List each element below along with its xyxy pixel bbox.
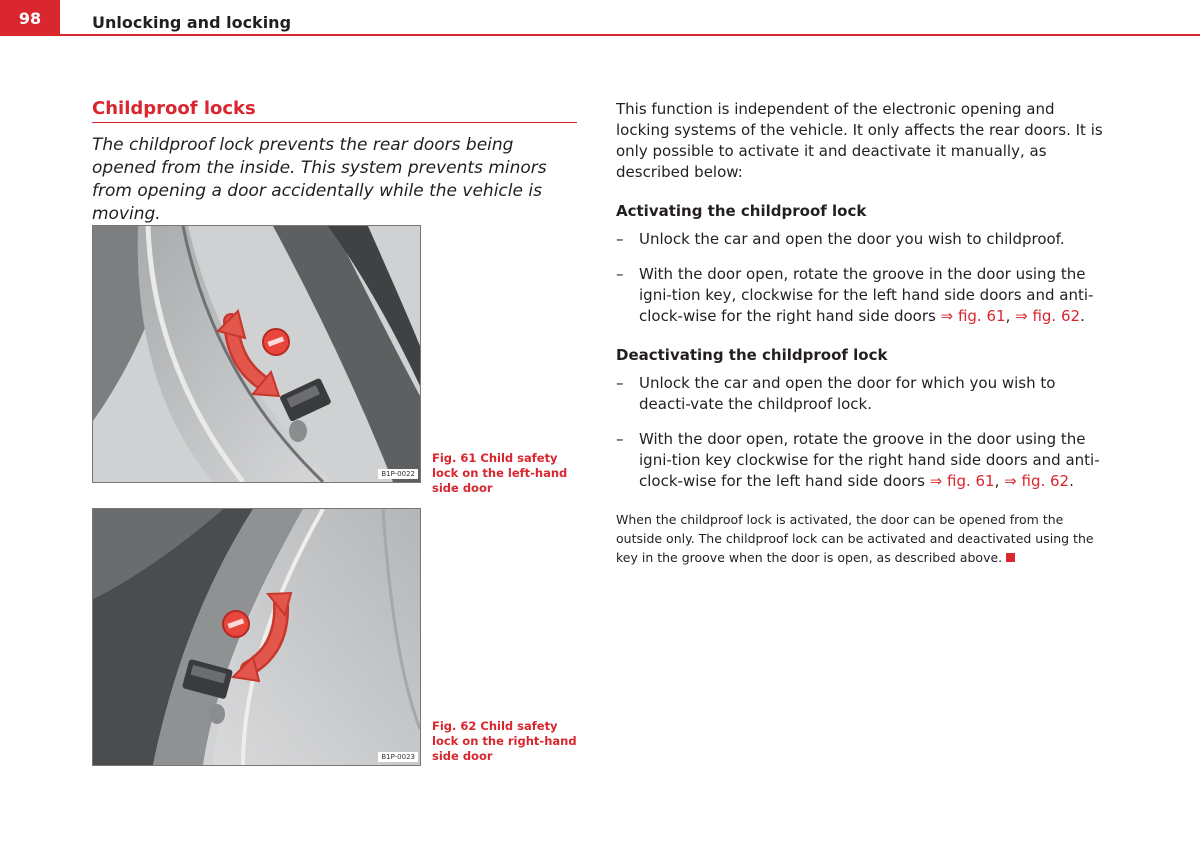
note-text: When the childproof lock is activated, the door can be opened from the outside only. The childproof lock can be activated and deactivated using the key in the groove when the door is open, as described above. bbox=[616, 512, 1094, 565]
figure-code: B1P-0022 bbox=[378, 469, 418, 479]
body-column bbox=[616, 99, 1106, 567]
separator: , bbox=[1005, 307, 1011, 325]
activating-heading: Activating the childproof lock bbox=[616, 202, 867, 220]
deactivating-heading: Deactivating the childproof lock bbox=[616, 346, 888, 364]
page-number: 98 bbox=[0, 0, 60, 36]
step-end: . bbox=[1080, 307, 1085, 325]
step-text: With the door open, rotate the groove in the door using the igni-tion key, clockwise for the left hand side doors and anti-clock-wise for the right hand side doors bbox=[639, 265, 1094, 325]
separator: , bbox=[994, 472, 1000, 490]
figure-61-link[interactable]: ⇒ fig. 61 bbox=[940, 307, 1006, 325]
note-paragraph bbox=[616, 510, 1106, 567]
end-of-section-mark bbox=[1006, 553, 1015, 562]
activating-step-1 bbox=[616, 229, 1106, 250]
chapter-title: Unlocking and locking bbox=[92, 13, 292, 32]
figure-61-link[interactable]: ⇒ fig. 61 bbox=[929, 472, 995, 490]
door-illustration-right bbox=[93, 509, 420, 765]
figure-61-caption: Fig. 61 Child safety lock on the left-hand side door bbox=[432, 451, 568, 495]
step-end: . bbox=[1069, 472, 1074, 490]
figure-62-link[interactable]: ⇒ fig. 62 bbox=[1015, 307, 1081, 325]
activating-step-2 bbox=[616, 264, 1106, 327]
door-illustration-left bbox=[93, 226, 420, 482]
section-title: Childproof locks bbox=[92, 98, 256, 119]
body-paragraph: This function is independent of the electronic opening and locking systems of the vehicle. It only affects the rear doors. It is only possible to activate it and deactivate it manually, as described below: bbox=[616, 100, 1103, 181]
figure-62-link[interactable]: ⇒ fig. 62 bbox=[1004, 472, 1070, 490]
list-dash: – bbox=[616, 374, 624, 392]
deactivating-step-1 bbox=[616, 373, 1106, 415]
figure-62-image bbox=[92, 508, 421, 766]
step-text: Unlock the car and open the door you wish to childproof. bbox=[639, 230, 1065, 248]
step-text: Unlock the car and open the door for which you wish to deacti-vate the childproof lock. bbox=[639, 374, 1056, 413]
deactivating-step-2 bbox=[616, 429, 1106, 492]
section-rule bbox=[92, 122, 577, 123]
list-dash: – bbox=[616, 265, 624, 283]
header-rule bbox=[60, 34, 1200, 36]
list-dash: – bbox=[616, 230, 624, 248]
figure-code: B1P-0023 bbox=[378, 752, 418, 762]
list-dash: – bbox=[616, 430, 624, 448]
figure-62-caption: Fig. 62 Child safety lock on the right-hand side door bbox=[432, 719, 577, 763]
step-text: With the door open, rotate the groove in the door using the igni-tion key clockwise for the right hand side doors and anti-clock-wise for the left hand side doors bbox=[639, 430, 1100, 490]
section-intro: The childproof lock prevents the rear doors being opened from the inside. This system prevents minors from opening a door accidentally while the vehicle is moving. bbox=[92, 135, 547, 224]
figure-61-image bbox=[92, 225, 421, 483]
